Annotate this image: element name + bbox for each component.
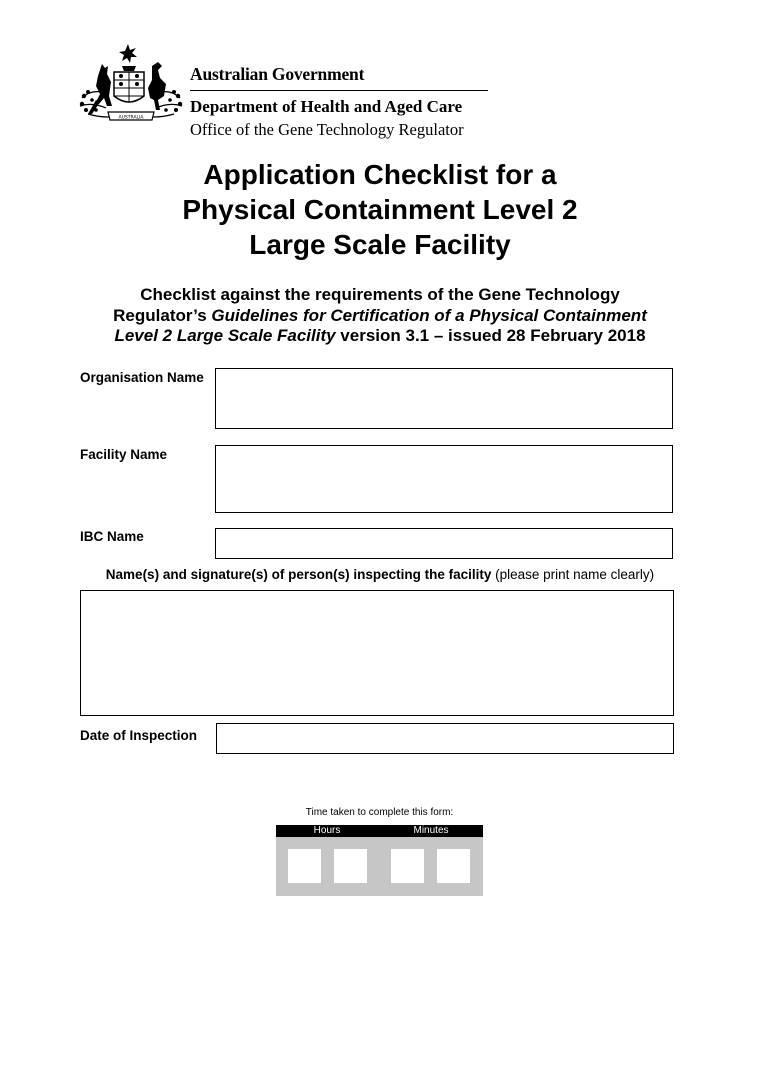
minutes-label: Minutes: [413, 825, 449, 836]
date-of-inspection-field[interactable]: [216, 723, 674, 754]
government-name: Australian Government: [190, 64, 365, 84]
ibc-name-field[interactable]: [215, 528, 673, 559]
title-line-3: Large Scale Facility: [249, 229, 511, 260]
guidelines-title-part-2: Level 2 Large Scale Facility: [114, 326, 336, 345]
minutes-digit-2[interactable]: [437, 849, 470, 883]
department-name: Department of Health and Aged Care: [190, 97, 463, 116]
hours-digit-1[interactable]: [288, 849, 321, 883]
time-taken-caption: Time taken to complete this form:: [305, 807, 454, 818]
inspectors-label-text: Name(s) and signature(s) of person(s) inspecting the facility: [105, 567, 492, 582]
office-name: Office of the Gene Technology Regulator: [190, 120, 464, 139]
inspectors-field[interactable]: [80, 590, 674, 716]
subtitle-line-2: [0, 306, 760, 327]
subtitle-line-2-text: Regulator’s: [113, 305, 212, 325]
guidelines-title-part-1: Guidelines for Certification of a Physical Containment: [211, 305, 647, 325]
minutes-digit-1[interactable]: [391, 849, 424, 883]
page-subtitle: [0, 285, 760, 347]
inspectors-label-note: (please print name clearly): [491, 567, 655, 582]
title-line-1: Application Checklist for a: [203, 159, 557, 190]
svg-text:AUSTRALIA: AUSTRALIA: [118, 115, 144, 121]
organisation-name-field[interactable]: [215, 368, 673, 429]
facility-name-field[interactable]: [215, 445, 673, 513]
header-divider: [190, 90, 488, 91]
page-title: [0, 157, 760, 262]
time-taken-panel: [276, 825, 483, 896]
date-of-inspection-label: Date of Inspection: [80, 728, 198, 743]
version-issue-text: version 3.1 – issued 28 February 2018: [335, 326, 646, 345]
hours-label: Hours: [313, 825, 341, 836]
subtitle-line-3: [0, 326, 760, 347]
inspectors-label: [0, 567, 760, 582]
time-taken-header: [276, 825, 483, 837]
commonwealth-coat-of-arms-icon: [78, 44, 184, 124]
subtitle-line-1: Checklist against the requirements of the Gene Technology: [140, 285, 620, 304]
title-line-2: Physical Containment Level 2: [182, 194, 578, 225]
hours-digit-2[interactable]: [334, 849, 367, 883]
organisation-name-label: Organisation Name: [80, 370, 204, 385]
ibc-name-label: IBC Name: [80, 529, 144, 544]
facility-name-label: Facility Name: [80, 447, 168, 462]
